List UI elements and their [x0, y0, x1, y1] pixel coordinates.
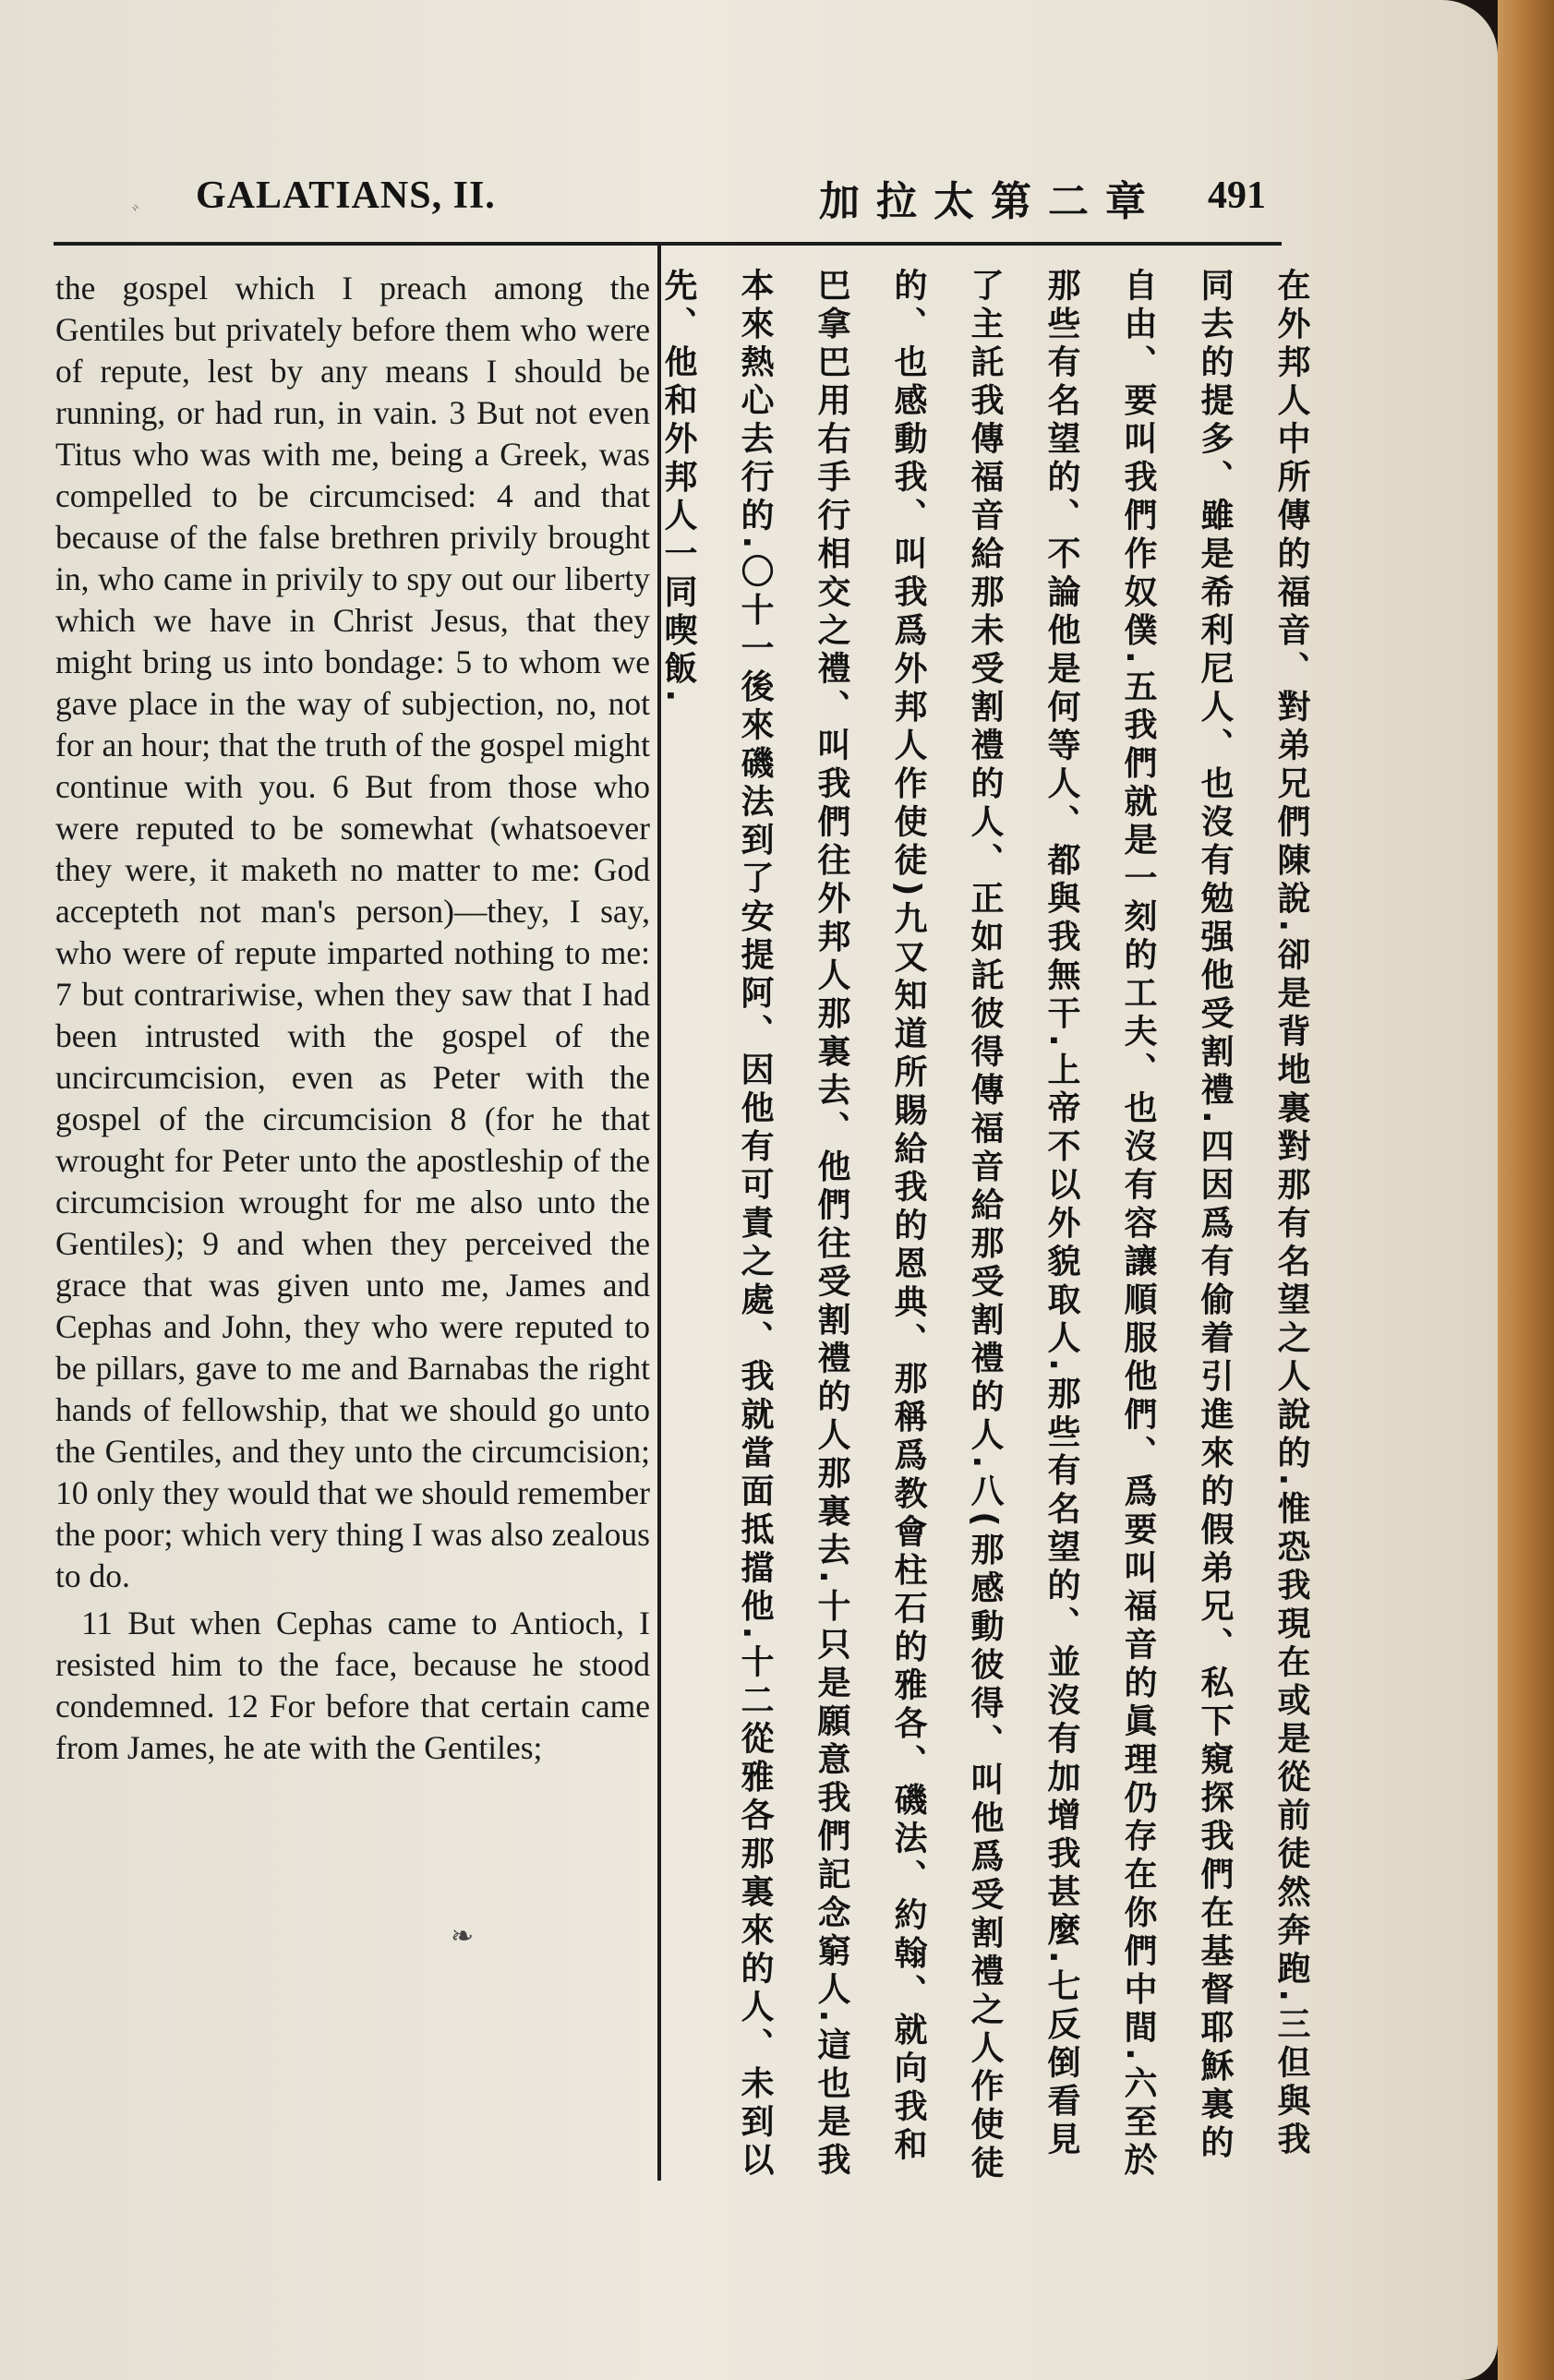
page-number: 491 [1208, 174, 1266, 217]
running-title: GALATIANS, II. [196, 174, 496, 217]
english-column [55, 268, 650, 1769]
pen-mark-icon: ﾞ [131, 202, 145, 233]
english-paragraph: the gospel which I preach among the Gentiles but privately before them who were of repute, lest by any means I should be running, or had run, in vain. 3 But not even Titus who was with me, being a Greek, was compelled to be circumcised: 4 and that because of the false brethren privily brought in, who came in privily to spy out our liberty which we have in Christ Jesus, that they might bring us into bondage: 5 to whom we gave place in the way of subjection, no, not for an hour; that the truth of the gospel might continue with you. 6 But from those who were reputed to be somewhat (whatsoever they were, it maketh no matter to me: God accepteth not man's person)—they, I say, who were of repute imparted nothing to me: 7 but contrariwise, when they saw that I had been intrusted with the gospel of the uncircumcision, even as Peter with the gospel of the circumcision 8 (for he that wrought for Peter unto the apostleship of the circumcision wrought for me also unto the Gentiles); 9 and when they perceived the grace that was given unto me, James and Cephas and John, they who were reputed to be pillars, gave to me and Barnabas the right hands of fellowship, that we should go unto the Gentiles, and they unto the circumcision; 10 only they would that we should remember the poor; which very thing I was also zealous to do. [55, 270, 650, 1594]
running-header [57, 166, 1276, 240]
ornament-icon: ❧ [451, 1920, 475, 1953]
page-edge [1498, 0, 1554, 2380]
english-paragraph: 11 But when Cephas came to Antioch, I resisted him to the face, because he stood condemned. 12 For before that certain came from James, he ate with the Gentiles; [55, 1605, 650, 1766]
running-title-chinese: 加拉太第二章 [819, 178, 1162, 225]
header-rule [54, 242, 1282, 246]
chinese-column: 在外邦人中所傳的福音、對弟兄們陳說.卻是背地裏對那有名望之人說的.惟恐我現在或是從前徒然奔跑.三但與我同去的提多、雖是希利尼人、也沒有勉强他受割禮.四因爲有偷着引進來的假弟兄、私下窺探我們在基督耶穌裏的自由、要叫我們作奴僕.五我們就是一刻的工夫、也沒有容讓順服他們、爲要叫福音的眞理仍存在你們中間.六至於那些有名望的、不論他是何等人、都與我無干.上帝不以外貌取人.那些有名望的、並沒有加增我甚麼.七反倒看見了主託我傳福音給那未受割禮的人、正如託彼得傳福音給那受割禮的人.八(那感動彼得、叫他爲受割禮之人作使徒的、也感動我、叫我爲外邦人作使徒)九又知道所賜給我的恩典、那稱爲教會柱石的雅各、磯法、約翰、就向我和巴拿巴用右手行相交之禮、叫我們往外邦人那裏去、他們往受割禮的人那裏去.十只是願意我們記念窮人.這也是我本來熱心去行的.〇十一後來磯法到了安提阿、因他有可責之處、我就當面抵擋他.十二從雅各那裏來的人、未到以先、他和外邦人一同喫飯. [659, 268, 1310, 2183]
